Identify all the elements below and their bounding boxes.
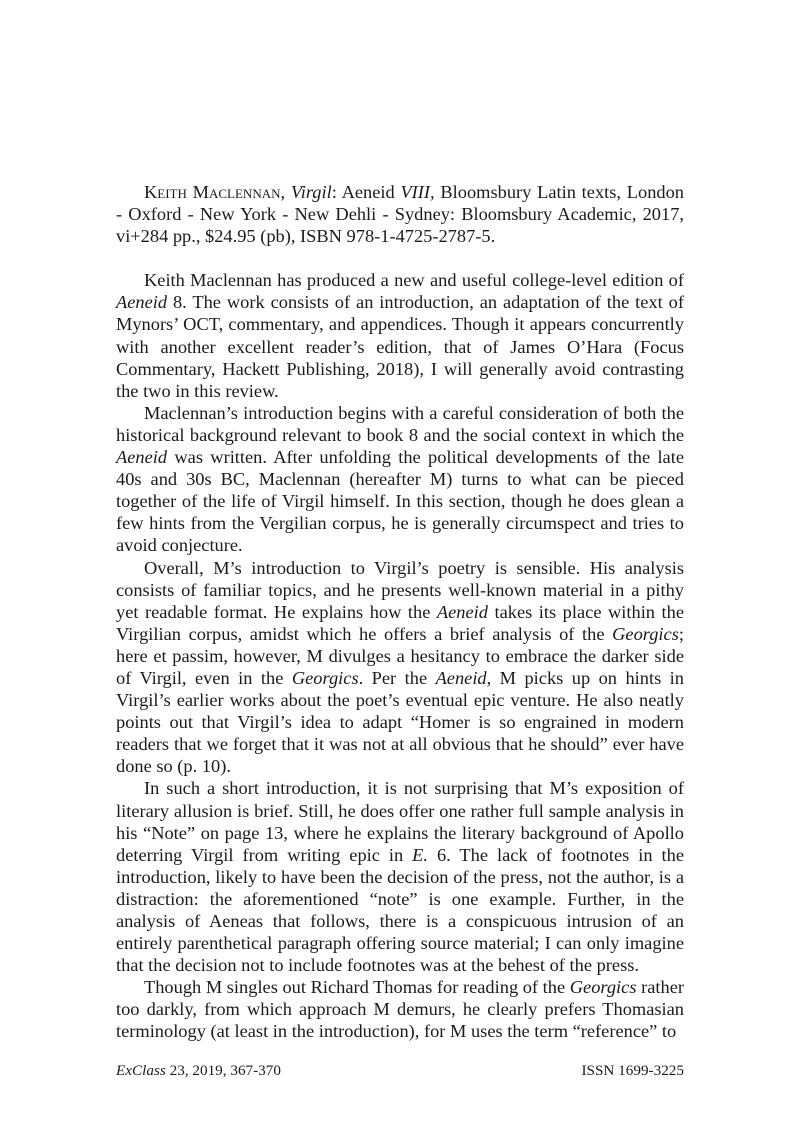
citation-author: Keith Maclennan [144,182,281,202]
paragraph-segment-italic: E. [412,844,428,865]
review-paragraph-3 [116,557,684,778]
page-footer [116,1061,684,1080]
paragraph-segment: In such a short introduction, it is not surprising that M’s exposition of literary allusion is brief. Still, he does offer one rather full sample analysis in his “Note” on page 13, where he explains the literary background of Apollo deterring Virgil from writing epic in [116,778,684,865]
review-paragraph-1 [116,269,684,402]
citation-book-number: VIII, [400,182,435,202]
review-paragraph-2 [116,402,684,557]
paragraph-segment-italic: Georgics [291,667,359,688]
paragraph-segment: Though M singles out Richard Thomas for reading of the [144,977,570,998]
citation-work-title: Virgil [290,182,332,202]
review-body [116,181,684,1043]
paragraph-segment-italic: Aeneid [116,292,168,313]
paragraph-segment: ; here et passim, however, M divulges a hesitancy to embrace the darker side of Virgil, even in the [116,623,684,688]
paragraph-segment: 8. The work consists of an introduction, an adaptation of the text of Mynors’ OCT, commentary, and appendices. Though it appears concurrently with another excellent reader’s edition, that of James O’Hara (Focus Commentary, Hackett Publishing, 2018), I will generally avoid contrasting the two in this review. [116,292,684,401]
citation-publication-details: Bloomsbury Latin texts, London - Oxford - New York - New Dehli - Sydney: Bloomsbury Academic, 2017, vi+284 pp., $24.95 (pb), ISBN 978-1-4725-2787-5. [116,182,684,247]
review-paragraph-5 [116,976,684,1042]
citation-author-separator: , [280,182,291,202]
footer-journal-details: 23, 2019, 367-370 [165,1062,281,1079]
paragraph-segment: , M picks up on hints in Virgil’s earlier works about the poet’s eventual epic venture. He also neatly points out that Virgil’s idea to adapt “Homer is so engrained in modern readers that we forget that it was not at all obvious that he should” ever have done so (p. 10). [116,667,684,777]
footer-issn: ISSN 1699-3225 [581,1062,684,1079]
paragraph-segment-italic: Aeneid [436,601,488,622]
footer-journal-citation [116,1061,281,1080]
paragraph-segment: was written. After unfolding the political developments of the late 40s and 30s BC, Maclennan (hereafter M) turns to what can be pieced together of the life of Virgil himself. In this section, though he does glean a few hints from the Vergilian corpus, he is generally circumspect and tries to avoid conjecture. [116,447,684,556]
review-paragraph-4 [116,777,684,976]
paragraph-segment-italic: Aeneid [116,447,168,468]
paragraph-segment: Overall, M’s introduction to Virgil’s poetry is sensible. His analysis consists of familiar topics, and he presents well-known material in a pithy yet readable format. He explains how the [116,557,684,622]
book-citation [116,181,684,247]
paragraph-segment: . Per the [358,667,436,688]
paragraph-segment-italic: Aeneid [435,667,487,688]
paragraph-segment: takes its place within the Virgilian corpus, amidst which he offers a brief analysis of the [116,601,684,644]
paragraph-segment-italic: Georgics [569,977,637,998]
citation-work-subtitle: : Aeneid [331,182,401,202]
paragraph-segment-italic: Georgics [612,623,679,644]
paragraph-segment: Maclennan’s introduction begins with a careful consideration of both the historical background relevant to book 8 and the social context in which the [116,402,684,445]
paragraph-segment: rather too darkly, from which approach M demurs, he clearly prefers Thomasian terminology (at least in the introduction), for M uses the term “reference” to [116,977,684,1042]
footer-journal-name: ExClass [116,1062,166,1079]
text-column [116,181,684,1043]
paragraph-segment: 6. The lack of footnotes in the introduction, likely to have been the decision of the press, not the author, is a distraction: the aforementioned “note” is one example. Further, in the analysis of Aeneas that follows, there is a conspicuous intrusion of an entirely parenthetical paragraph offering source material; I can only imagine that the decision not to include footnotes was at the behest of the press. [116,844,684,976]
paragraph-segment: Keith Maclennan has produced a new and useful college-level edition of [144,270,684,291]
